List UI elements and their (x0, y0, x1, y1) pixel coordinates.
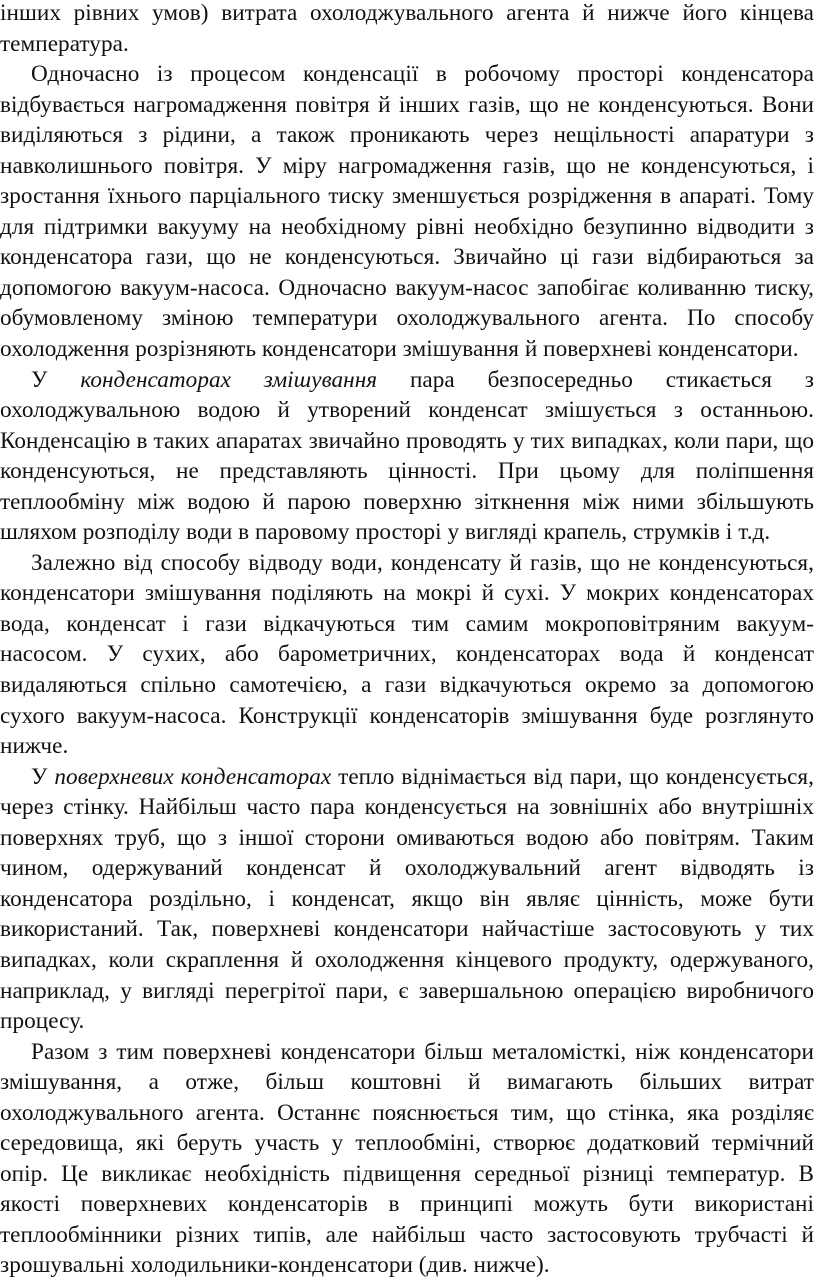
paragraph-5-term: поверхневих конденсаторах (54, 763, 332, 790)
paragraph-6-text: Разом з тим поверхневі конденсатори більш металомісткі, ніж конденсатори змішування, а отже, більш коштовні й вимагають більших витрат охолоджувального агента. Останнє пояснюється тим, що стінка, яка розділяє середовища, які беруть участь у теплообміні, створює додатковий термічний опір. Це викликає необхідність підвищення середньої різниці температур. В якості поверхневих конденсаторів в принципі можуть бути використані теплообмінники різних типів, але найбільш часто застосовують трубчасті й зрошувальні холодильники-конденсатори (див. нижче). (0, 1038, 814, 1279)
paragraph-4 (0, 548, 814, 762)
paragraph-5 (0, 762, 814, 1037)
paragraph-4-text: Залежно від способу відводу води, конденсату й газів, що не конденсуються, конденсатори змішування поділяють на мокрі й сухі. У мокрих конденсаторах вода, конденсат і гази відкачуються тим самим мокроповітряним вакуум-насосом. У сухих, або барометричних, конденсаторах вода й конденсат видаляються спільно самотечією, а гази відкачуються окремо за допомогою сухого вакуум-насоса. Конструкції конденсаторів змішування буде розглянуто нижче. (0, 549, 814, 760)
paragraph-2 (0, 59, 814, 364)
paragraph-3 (0, 365, 814, 548)
paragraph-5-body: тепло віднімається від пари, що конденсується, через стінку. Найбільш часто пара конденсується на зовнішніх або внутрішніх поверхнях труб, що з іншої сторони омиваються водою або повітрям. Таким чином, одержуваний конденсат й охолоджувальний агент відводять із конденсатора роздільно, і конденсат, якщо він являє цінність, може бути використаний. Так, поверхневі конденсатори найчастіше застосовують у тих випадках, коли скраплення й охолодження кінцевого продукту, одержуваного, наприклад, у вигляді перегрітої пари, є завершальною операцією виробничого процесу. (0, 763, 814, 1035)
paragraph-1-text: інших рівних умов) витрата охолоджувального агента й нижче його кінцева температура. (0, 0, 814, 57)
paragraph-5-lead: У (31, 763, 55, 790)
paragraph-1 (0, 0, 814, 59)
paragraph-3-term: конденсаторах змішування (80, 366, 378, 393)
paragraph-6 (0, 1037, 814, 1281)
paragraph-3-lead: У (31, 366, 81, 393)
paragraph-3-body: пара безпосередньо стикається з охолоджувальною водою й утворений конденсат змішується з останньою. Конденсацію в таких апаратах звичайно проводять у тих випадках, коли пари, що конденсуються, не представляють цінності. При цьому для поліпшення теплообміну між водою й парою поверхню зіткнення між ними збільшують шляхом розподілу води в паровому просторі у вигляді крапель, струмків і т.д. (0, 366, 814, 546)
paragraph-2-text: Одночасно із процесом конденсації в робочому просторі конденсатора відбувається нагромадження повітря й інших газів, що не конденсуються. Вони виділяються з рідини, а також проникають через нещільності апаратури з навколишнього повітря. У міру нагромадження газів, що не конденсуються, і зростання їхнього парціального тиску зменшується розрідження в апараті. Тому для підтримки вакууму на необхідному рівні необхідно безупинно відводити з конденсатора гази, що не конденсуються. Звичайно ці гази відбираються за допомогою вакуум-насоса. Одночасно вакуум-насос запобігає коливанню тиску, обумовленому зміною температури охолоджувального агента. По способу охолодження розрізняють конденсатори змішування й поверхневі конденсатори. (0, 61, 814, 363)
